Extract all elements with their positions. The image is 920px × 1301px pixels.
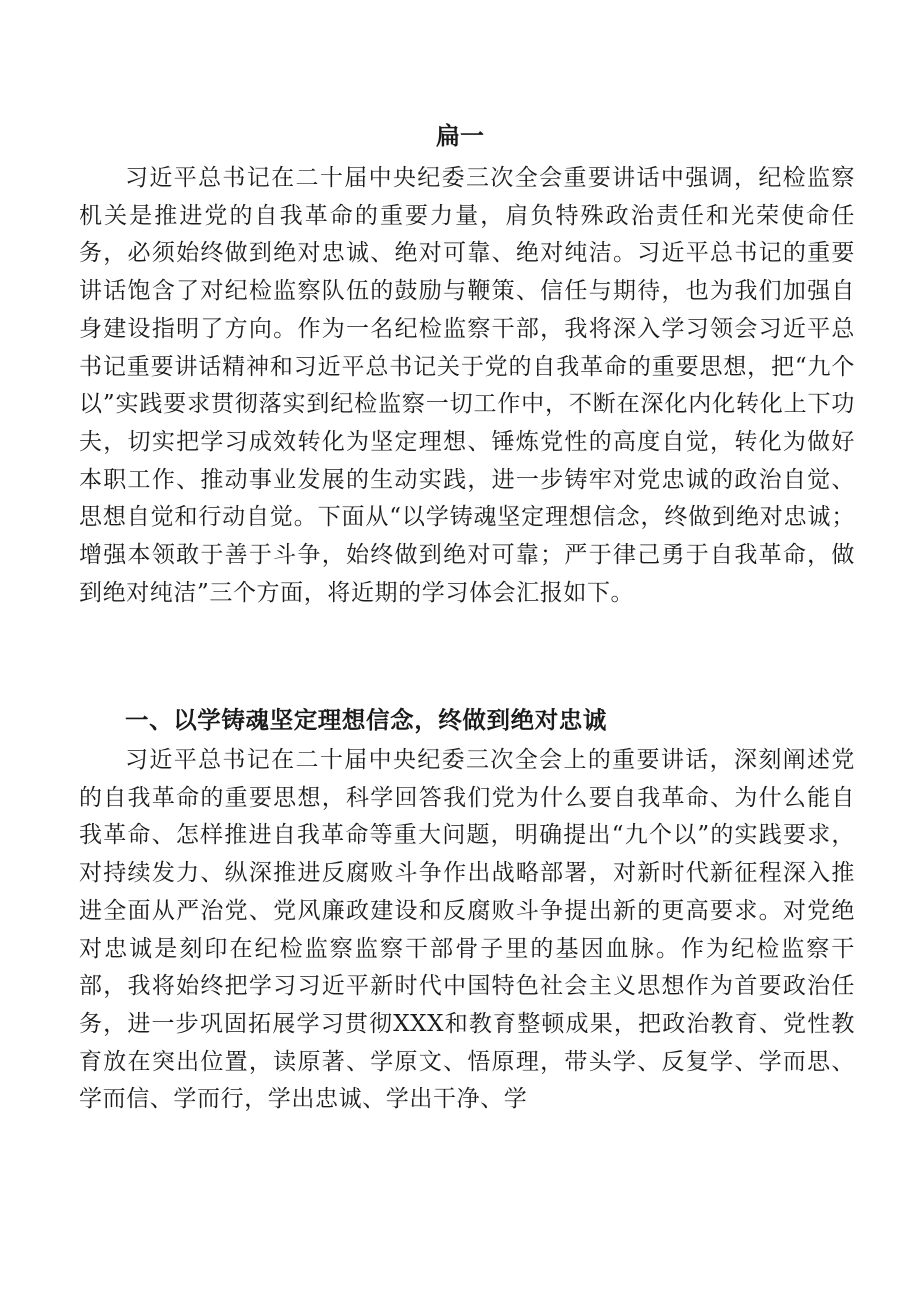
section-1-paragraph: 习近平总书记在二十届中央纪委三次全会上的重要讲话，深刻阐述党的自我革命的重要思想，科学回答我们党为什么要自我革命、为什么能自我革命、怎样推进自我革命等重大问题，明确提出“九个以”的实践要求，对持续发力、纵深推进反腐败斗争作出战略部署，对新时代新征程深入推进全面从严治党、党风廉政建设和反腐败斗争提出新的更高要求。对党绝对忠诚是刻印在纪检监察监察干部骨子里的基因血脉。作为纪检监察干部，我将始终把学习习近平新时代中国特色社会主义思想作为首要政治任务，进一步巩固拓展学习贯彻XXX和教育整顿成果，把政治教育、党性教育放在突出位置，读原著、学原文、悟原理，带头学、反复学、学而思、学而信、学而行，学出忠诚、学出干净、学 (79, 747, 855, 1113)
section-heading-1: 一、以学铸魂坚定理想信念，终做到绝对忠诚 (125, 706, 607, 734)
intro-paragraph: 习近平总书记在二十届中央纪委三次全会重要讲话中强调，纪检监察机关是推进党的自我革命的重要力量，肩负特殊政治责任和光荣使命任务，必须始终做到绝对忠诚、绝对可靠、绝对纯洁。习近平总书记的重要讲话饱含了对纪检监察队伍的鼓励与鞭策、信任与期待，也为我们加强自身建设指明了方向。作为一名纪检监察干部，我将深入学习领会习近平总书记重要讲话精神和习近平总书记关于党的自我革命的重要思想，把“九个以”实践要求贯彻落实到纪检监察一切工作中，不断在深化内化转化上下功夫，切实把学习成效转化为坚定理想、锤炼党性的高度自觉，转化为做好本职工作、推动事业发展的生动实践，进一步铸牢对党忠诚的政治自觉、思想自觉和行动自觉。下面从“以学铸魂坚定理想信念，终做到绝对忠诚；增强本领敢于善于斗争，始终做到绝对可靠；严于律己勇于自我革命，做到绝对纯洁”三个方面，将近期的学习体会汇报如下。 (79, 165, 855, 606)
document-title: 扁一 (436, 121, 484, 150)
